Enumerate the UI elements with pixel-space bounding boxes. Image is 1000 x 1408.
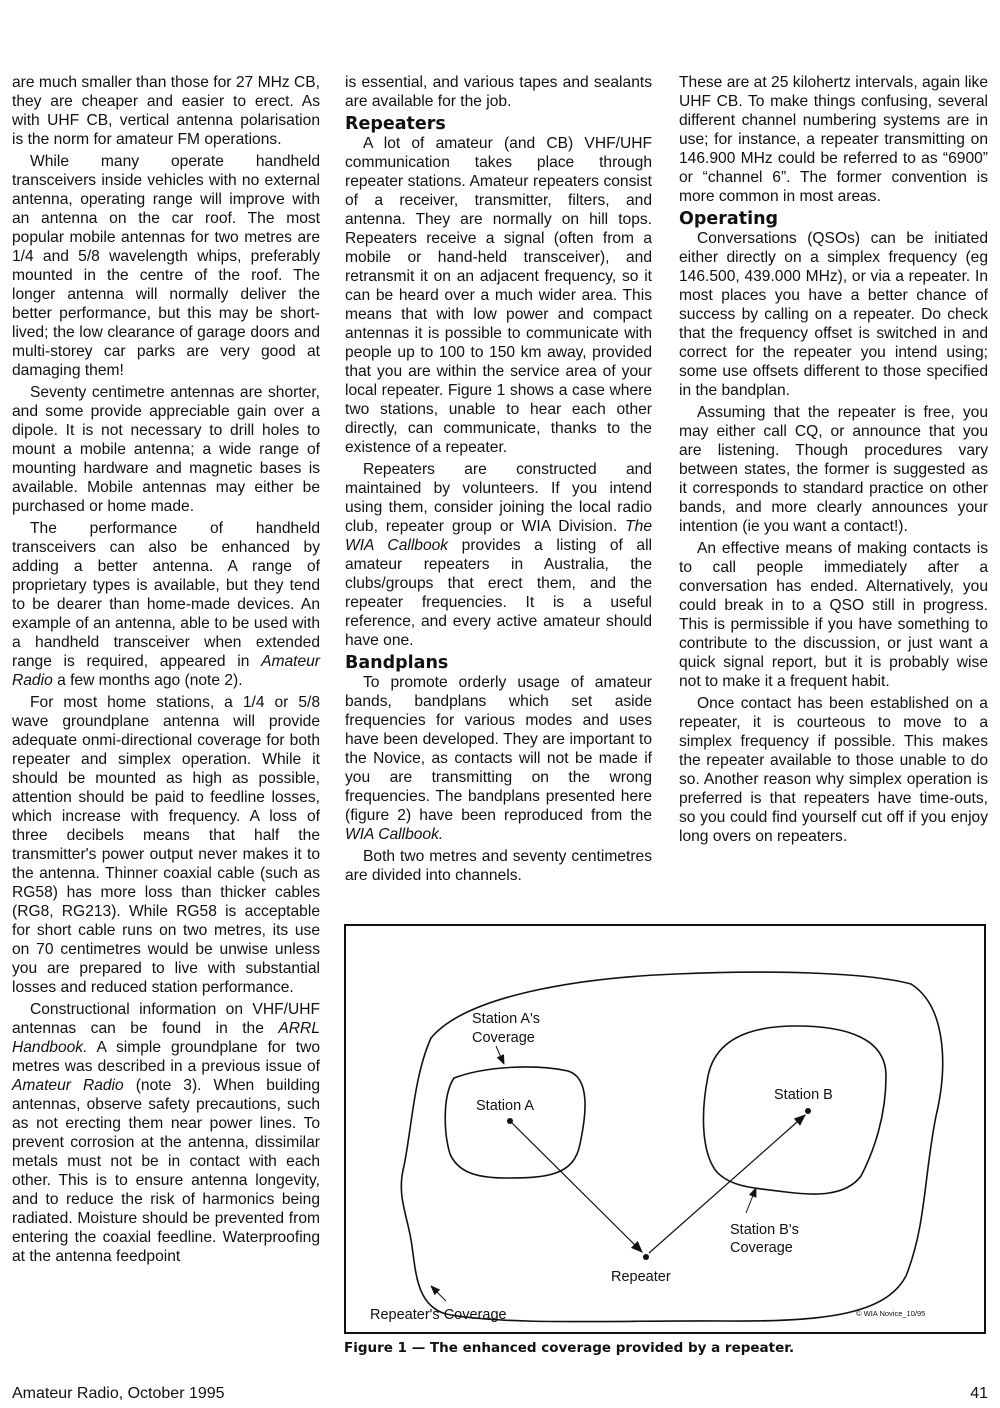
label-station-a: Station A bbox=[476, 1098, 535, 1114]
column-3 bbox=[679, 73, 988, 849]
figure-1 bbox=[344, 924, 986, 1334]
label-station-b: Station B bbox=[774, 1087, 833, 1103]
figure-credit: © WIA Novice_10/95 bbox=[856, 1309, 926, 1318]
paragraph: A lot of amateur (and CB) VHF/UHF communication takes place through repeater stations. Amateur repeaters consist of a receiver, transmitter, filters, and antenna. They are normally on hill tops. Repeaters receive a signal (often from a mobile or hand-held transceiver), and retransmit it on an adjacent frequency, so it can be heard over a much wider area. This means that with low power and compact antennas it is possible to communicate with people up to 100 to 150 km away, provided that you are within the service area of your local repeater. Figure 1 shows a case where two stations, unable to hear each other directly, can communicate, thanks to the existence of a repeater. bbox=[345, 135, 652, 456]
text-run: A simple groundplane for two metres was described in a previous issue of bbox=[12, 1039, 320, 1075]
footer-publication: Amateur Radio, October 1995 bbox=[12, 1385, 225, 1402]
paragraph: Both two metres and seventy centimetres are divided into channels. bbox=[345, 848, 652, 884]
heading-operating: Operating bbox=[679, 209, 779, 229]
heading-bandplans: Bandplans bbox=[345, 653, 449, 673]
paragraph: For most home stations, a 1/4 or 5/8 wave groundplane antenna will provide adequate onmi-directional coverage for both repeater and simplex operation. While it should be mounted as high as possible, attention should be paid to feedline losses, which increase with frequency. A loss of three decibels means that half the transmitter's power output never makes it to the antenna. Thinner coaxial cable (such as RG58) has more loss than thicker cables (RG8, RG213). While RG58 is acceptable for short cable runs on two metres, its use on 70 centimetres would be unwise unless you are prepared to live with substantial losses and reduced station performance. bbox=[12, 694, 320, 996]
label-station-a-coverage-2: Coverage bbox=[472, 1030, 535, 1046]
figure-caption: Figure 1 — The enhanced coverage provided by a repeater. bbox=[344, 1340, 795, 1356]
text-run: provides a listing of all amateur repeaters in Australia, the clubs/groups that erect them, and the repeater frequencies. It is a useful reference, and every active amateur should have one. bbox=[345, 537, 652, 649]
footer-page-number: 41 bbox=[970, 1385, 988, 1402]
paragraph: An effective means of making contacts is to call people immediately after a conversation has ended. Alternatively, you could break in to a QSO still in progress. This is permissible if you have something to contribute to the discussion, or just want a quick signal report, but it is probably wise not to make it a frequent habit. bbox=[679, 540, 988, 690]
paragraph bbox=[345, 460, 652, 650]
leader-repeater-coverage bbox=[431, 1286, 446, 1301]
station-b-dot bbox=[805, 1108, 811, 1114]
paragraph: are much smaller than those for 27 MHz CB, they are cheaper and easier to erect. As with UHF CB, vertical antenna polarisation is the norm for amateur FM operations. bbox=[12, 74, 320, 148]
signal-path-a-to-repeater bbox=[512, 1123, 642, 1252]
paragraph: While many operate handheld transceivers inside vehicles with no external antenna, operating range will improve with an antenna on the car roof. The most popular mobile antennas for two metres are 1/4 and 5/8 wavelength whips, preferably mounted in the centre of the roof. The longer antenna will normally deliver the better performance, but this may be short-lived; the low clearance of garage doors and multi-storey car parks are very good at damaging them! bbox=[12, 153, 320, 379]
publication-title: The WIA Callbook bbox=[345, 518, 652, 554]
label-station-a-coverage-1: Station A's bbox=[472, 1011, 541, 1027]
leader-station-a-coverage bbox=[496, 1046, 504, 1064]
publication-title: ARRL Handbook. bbox=[12, 1020, 320, 1056]
publication-title: Amateur Radio bbox=[12, 653, 320, 689]
heading-repeaters: Repeaters bbox=[345, 114, 446, 134]
paragraph bbox=[345, 673, 652, 844]
text-run: Constructional information on VHF/UHF antennas can be found in the bbox=[12, 1001, 320, 1037]
repeater-dot bbox=[643, 1254, 649, 1260]
station-a-coverage-outline bbox=[445, 1067, 585, 1178]
leader-station-b-coverage bbox=[746, 1188, 756, 1213]
paragraph: Once contact has been established on a repeater, it is courteous to move to a simplex frequency if possible. This makes the repeater available to those unable to do so. Another reason why simplex operation is preferred is that repeaters have time-outs, so you could find yourself cut off if you enjoy long overs on repeaters. bbox=[679, 695, 988, 845]
column-1 bbox=[12, 73, 320, 1269]
paragraph bbox=[12, 1000, 320, 1266]
text-run: Repeaters are constructed and maintained by volunteers. If you intend using them, consider joining the local radio club, repeater group or WIA Division. bbox=[345, 461, 652, 535]
paragraph: Assuming that the repeater is free, you may either call CQ, or announce that you are listening. Though procedures vary between states, the former is suggested as it corresponds to standard practice on other bands, and more clearly announces your intention (ie you want a contact!). bbox=[679, 404, 988, 535]
label-repeater-coverage: Repeater's Coverage bbox=[370, 1307, 507, 1323]
column-2 bbox=[345, 73, 652, 888]
text-run: To promote orderly usage of amateur bands, bandplans which set aside frequencies for various modes and uses have been developed. They are important to the Novice, as contacts will not be made if you are transmitting on the wrong frequencies. The bandplans presented here (figure 2) have been reproduced from the bbox=[345, 674, 652, 824]
label-repeater: Repeater bbox=[611, 1269, 671, 1285]
text-run: The performance of handheld transceivers can also be enhanced by adding a better antenna. A range of proprietary types is available, but they tend to be dearer than home-made devices. An example of an antenna, able to be used with a handheld transceiver when extended range is required, appeared in bbox=[12, 520, 320, 670]
publication-title: WIA Callbook. bbox=[345, 826, 444, 843]
text-run: a few months ago (note 2). bbox=[52, 672, 243, 689]
paragraph: Seventy centimetre antennas are shorter, and some provide appreciable gain over a dipole. It is not necessary to drill holes to mount a mobile antenna; a wide range of mounting hardware and magnetic bases is available. Mobile antennas may either be purchased or home made. bbox=[12, 384, 320, 515]
paragraph: Conversations (QSOs) can be initiated either directly on a simplex frequency (eg 146.500, 439.000 MHz), or via a repeater. In most places you have a better chance of success by calling on a repeater. Do check that the frequency offset is switched in and correct for the repeater you intend using; some use offsets different to those specified in the bandplan. bbox=[679, 230, 988, 399]
paragraph: These are at 25 kilohertz intervals, again like UHF CB. To make things confusing, several different channel numbering systems are in use; for instance, a repeater transmitting on 146.900 MHz could be referred to as “6900” or “channel 6”. The former convention is more common in most areas. bbox=[679, 74, 988, 205]
label-station-b-coverage-2: Coverage bbox=[730, 1240, 793, 1256]
paragraph: is essential, and various tapes and sealants are available for the job. bbox=[345, 74, 652, 110]
coverage-diagram bbox=[346, 926, 984, 1332]
paragraph bbox=[12, 519, 320, 690]
publication-title: Amateur Radio bbox=[12, 1077, 124, 1094]
text-run: (note 3). When building antennas, observe safety precautions, such as not erecting them near power lines. To prevent corrosion at the antenna, dissimilar metals must not be in contact with each other. This is to ensure antenna longevity, and to reduce the risk of harmonics being radiated. Moisture should be prevented from entering the coaxial feedline. Waterproofing at the antenna feedpoint bbox=[12, 1077, 321, 1265]
station-b-coverage-outline bbox=[703, 1026, 886, 1194]
label-station-b-coverage-1: Station B's bbox=[730, 1222, 799, 1238]
